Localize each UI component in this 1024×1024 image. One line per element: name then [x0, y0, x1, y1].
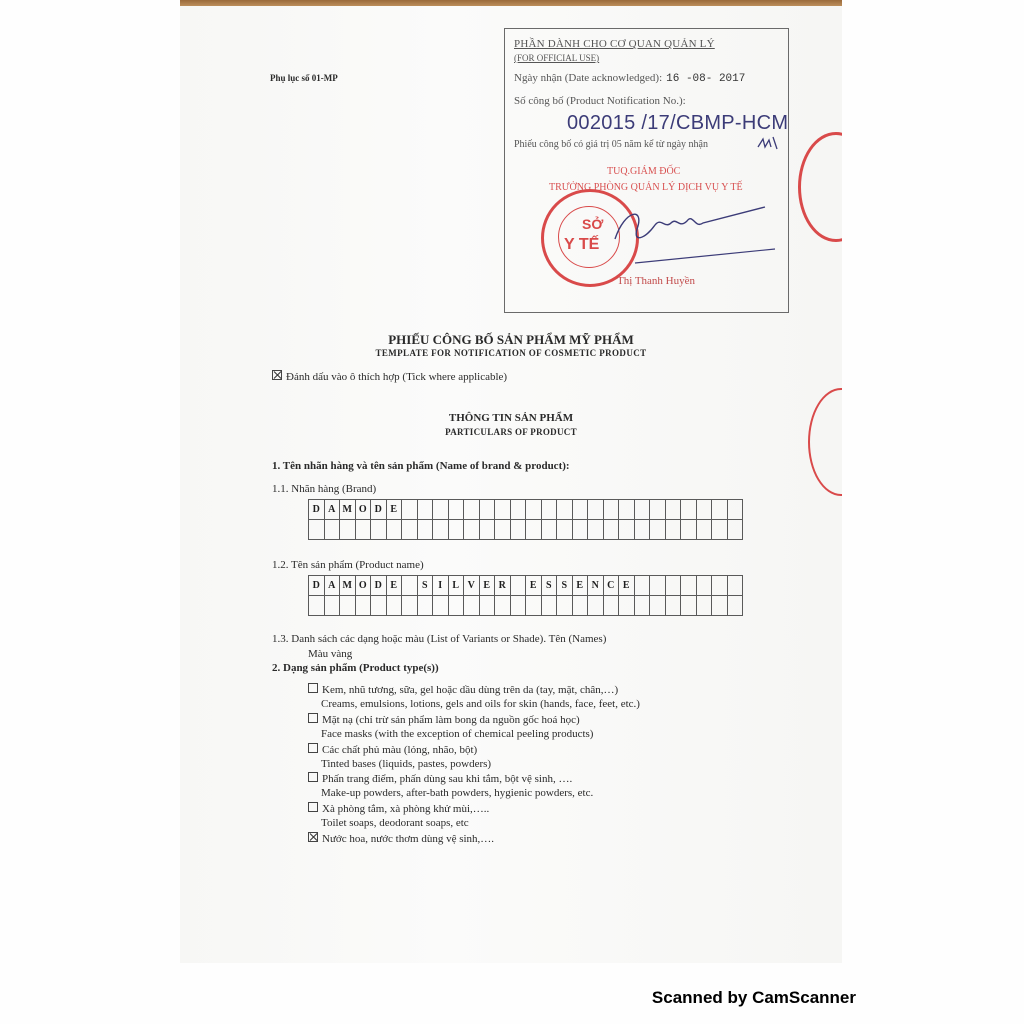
product-type-en: Face masks (with the exception of chemical peeling products): [321, 728, 594, 740]
grid-cell: [464, 596, 480, 616]
grid-cell: [417, 596, 433, 616]
grid-cell: [557, 520, 573, 540]
grid-cell: [650, 576, 666, 596]
grid-cell: E: [479, 576, 495, 596]
grid-cell: A: [324, 576, 340, 596]
unchecked-box-icon: [308, 713, 318, 723]
grid-cell: [681, 500, 697, 520]
grid-cell: [526, 596, 542, 616]
grid-cell: [727, 500, 743, 520]
product-type-option: [308, 713, 593, 740]
grid-cell: [309, 596, 325, 616]
grid-cell: [650, 596, 666, 616]
date-acknowledged: [514, 72, 745, 85]
stamp-text-1: SỞ: [582, 216, 604, 232]
date-label: Ngày nhận (Date acknowledged):: [514, 72, 663, 84]
notification-label: Số công bố (Product Notification No.):: [514, 95, 686, 107]
grid-cell: D: [309, 576, 325, 596]
grid-cell: [541, 500, 557, 520]
grid-cell: [417, 520, 433, 540]
grid-cell: [634, 500, 650, 520]
grid-cell: [417, 500, 433, 520]
grid-cell: [510, 596, 526, 616]
side-stamp-bottom: [808, 388, 842, 496]
grid-cell: [526, 500, 542, 520]
grid-cell: [634, 576, 650, 596]
grid-cell: [526, 520, 542, 540]
grid-cell: [727, 576, 743, 596]
grid-cell: [479, 520, 495, 540]
grid-cell: [355, 596, 371, 616]
grid-cell: M: [340, 576, 356, 596]
grid-cell: E: [619, 576, 635, 596]
grid-cell: [402, 500, 418, 520]
grid-cell: [340, 520, 356, 540]
grid-cell: [619, 596, 635, 616]
tick-instruction-text: Đánh dấu vào ô thích hợp (Tick where applicable): [286, 371, 508, 383]
question-2: 2. Dạng sản phẩm (Product type(s)): [272, 662, 439, 674]
grid-cell: [448, 520, 464, 540]
product-type-vi: Phấn trang điểm, phấn dùng sau khi tắm, bột vệ sinh, ….: [322, 773, 573, 785]
product-type-en: Toilet soaps, deodorant soaps, etc: [321, 817, 469, 829]
grid-cell: [541, 596, 557, 616]
grid-cell: [464, 520, 480, 540]
unchecked-box-icon: [308, 683, 318, 693]
grid-cell: E: [386, 576, 402, 596]
grid-cell: [588, 520, 604, 540]
grid-cell: [681, 576, 697, 596]
unchecked-box-icon: [308, 802, 318, 812]
initials-mark: [755, 135, 783, 153]
official-use-box: [504, 28, 789, 313]
grid-cell: [433, 596, 449, 616]
grid-cell: M: [340, 500, 356, 520]
grid-cell: [541, 520, 557, 540]
checked-box-icon: [308, 832, 318, 842]
section-title: THÔNG TIN SẢN PHẨM: [448, 412, 574, 424]
grid-cell: [371, 596, 387, 616]
product-type-en: Tinted bases (liquids, pastes, powders): [321, 758, 492, 770]
variant-value: Màu vàng: [308, 648, 353, 660]
grid-cell: [464, 500, 480, 520]
grid-cell: S: [541, 576, 557, 596]
grid-cell: [650, 520, 666, 540]
grid-cell: V: [464, 576, 480, 596]
product-type-vi: Mặt nạ (chỉ trừ sản phẩm làm bong da nguồn gốc hoá học): [322, 714, 580, 726]
question-1-1: 1.1. Nhãn hàng (Brand): [272, 483, 377, 495]
validity-text: Phiếu công bố có giá trị 05 năm kể từ ngày nhận: [514, 139, 708, 150]
form-title-en: TEMPLATE FOR NOTIFICATION OF COSMETIC PRODUCT: [375, 348, 647, 358]
grid-cell: [712, 500, 728, 520]
grid-cell: [340, 596, 356, 616]
grid-cell: E: [526, 576, 542, 596]
product-type-option: [308, 832, 494, 845]
signature: [575, 199, 785, 279]
product-type-option: [308, 743, 491, 770]
product-type-vi: Xà phòng tắm, xà phòng khử mùi,…..: [322, 803, 490, 815]
grid-cell: [712, 596, 728, 616]
form-title: PHIẾU CÔNG BỐ SẢN PHẨM MỸ PHẨM: [388, 332, 634, 347]
product-type-option: [308, 772, 593, 799]
grid-cell: [371, 520, 387, 540]
grid-cell: [557, 596, 573, 616]
grid-cell: D: [371, 500, 387, 520]
grid-cell: [324, 596, 340, 616]
grid-row: [309, 576, 743, 596]
unchecked-box-icon: [308, 743, 318, 753]
grid-cell: S: [417, 576, 433, 596]
grid-row: [309, 520, 743, 540]
grid-cell: [433, 500, 449, 520]
grid-cell: [650, 500, 666, 520]
product-type-vi: Các chất phủ màu (lỏng, nhão, bột): [322, 744, 478, 756]
question-1-2: 1.2. Tên sản phẩm (Product name): [272, 559, 424, 571]
scanner-watermark: Scanned by CamScanner: [651, 988, 856, 1007]
grid-cell: [603, 520, 619, 540]
grid-cell: [402, 596, 418, 616]
question-1: 1. Tên nhãn hàng và tên sản phẩm (Name of brand & product):: [272, 460, 570, 472]
grid-cell: D: [371, 576, 387, 596]
grid-cell: [727, 596, 743, 616]
grid-cell: O: [355, 500, 371, 520]
grid-cell: [510, 520, 526, 540]
notification-number: 002015 /17/CBMP-HCM: [567, 112, 789, 134]
unchecked-box-icon: [308, 772, 318, 782]
grid-cell: [634, 520, 650, 540]
grid-cell: [510, 576, 526, 596]
grid-cell: L: [448, 576, 464, 596]
grid-cell: [495, 500, 511, 520]
grid-cell: [479, 500, 495, 520]
signer-title-1: TUQ.GIÁM ĐỐC: [607, 166, 681, 177]
grid-cell: [402, 520, 418, 540]
grid-row: [309, 596, 743, 616]
official-heading: PHẦN DÀNH CHO CƠ QUAN QUẢN LÝ: [514, 38, 715, 50]
grid-cell: [712, 576, 728, 596]
grid-cell: [588, 596, 604, 616]
grid-cell: [324, 520, 340, 540]
question-1-3: 1.3. Danh sách các dạng hoặc màu (List of Variants or Shade). Tên (Names): [272, 633, 607, 645]
product-type-option: [308, 683, 640, 710]
grid-cell: [696, 500, 712, 520]
grid-cell: C: [603, 576, 619, 596]
grid-cell: [386, 520, 402, 540]
grid-cell: [402, 576, 418, 596]
stamp-text-2: Y TẾ: [564, 236, 600, 253]
grid-cell: [712, 520, 728, 540]
grid-cell: R: [495, 576, 511, 596]
grid-cell: E: [572, 576, 588, 596]
grid-cell: [665, 596, 681, 616]
product-type-en: Creams, emulsions, lotions, gels and oils for skin (hands, face, feet, etc.): [321, 698, 640, 710]
grid-cell: [572, 596, 588, 616]
product-type-en: Make-up powders, after-bath powders, hygienic powders, etc.: [321, 787, 594, 799]
grid-cell: [665, 500, 681, 520]
grid-cell: [603, 500, 619, 520]
tick-instruction: [272, 370, 507, 383]
grid-cell: [495, 596, 511, 616]
grid-cell: [619, 500, 635, 520]
checked-box-icon: [272, 370, 282, 380]
grid-cell: [696, 576, 712, 596]
grid-cell: D: [309, 500, 325, 520]
grid-cell: [448, 596, 464, 616]
grid-cell: [479, 596, 495, 616]
grid-cell: [665, 520, 681, 540]
grid-cell: N: [588, 576, 604, 596]
grid-cell: E: [386, 500, 402, 520]
grid-row: [309, 500, 743, 520]
official-heading-en: (FOR OFFICIAL USE): [514, 53, 600, 63]
product-type-vi: Nước hoa, nước thơm dùng vệ sinh,….: [322, 833, 495, 845]
product-type-vi: Kem, nhũ tương, sữa, gel hoặc dầu dùng trên da (tay, mặt, chân,…): [322, 684, 619, 696]
grid-cell: [572, 520, 588, 540]
grid-cell: [572, 500, 588, 520]
section-title-en: PARTICULARS OF PRODUCT: [445, 427, 577, 437]
side-stamp-top: [798, 132, 842, 242]
date-value: 16 -08- 2017: [666, 73, 746, 85]
grid-cell: [634, 596, 650, 616]
appendix-label: Phụ lục số 01-MP: [270, 73, 338, 83]
grid-cell: [386, 596, 402, 616]
grid-cell: [588, 500, 604, 520]
grid-cell: [510, 500, 526, 520]
grid-cell: [696, 520, 712, 540]
grid-cell: A: [324, 500, 340, 520]
grid-cell: [309, 520, 325, 540]
grid-cell: S: [557, 576, 573, 596]
grid-cell: [665, 576, 681, 596]
product-type-option: [308, 802, 489, 829]
grid-cell: [681, 596, 697, 616]
grid-cell: [433, 520, 449, 540]
grid-cell: O: [355, 576, 371, 596]
grid-cell: [448, 500, 464, 520]
grid-cell: [681, 520, 697, 540]
grid-cell: I: [433, 576, 449, 596]
grid-cell: [355, 520, 371, 540]
brand-letter-grid: [308, 499, 743, 540]
grid-cell: [557, 500, 573, 520]
grid-cell: [696, 596, 712, 616]
signer-title-2: TRƯỞNG PHÒNG QUẢN LÝ DỊCH VỤ Y TẾ: [549, 182, 743, 193]
grid-cell: [619, 520, 635, 540]
document-page: [180, 6, 842, 963]
grid-cell: [727, 520, 743, 540]
product-letter-grid: [308, 575, 743, 616]
grid-cell: [603, 596, 619, 616]
signer-name: Thị Thanh Huyền: [617, 275, 696, 287]
grid-cell: [495, 520, 511, 540]
